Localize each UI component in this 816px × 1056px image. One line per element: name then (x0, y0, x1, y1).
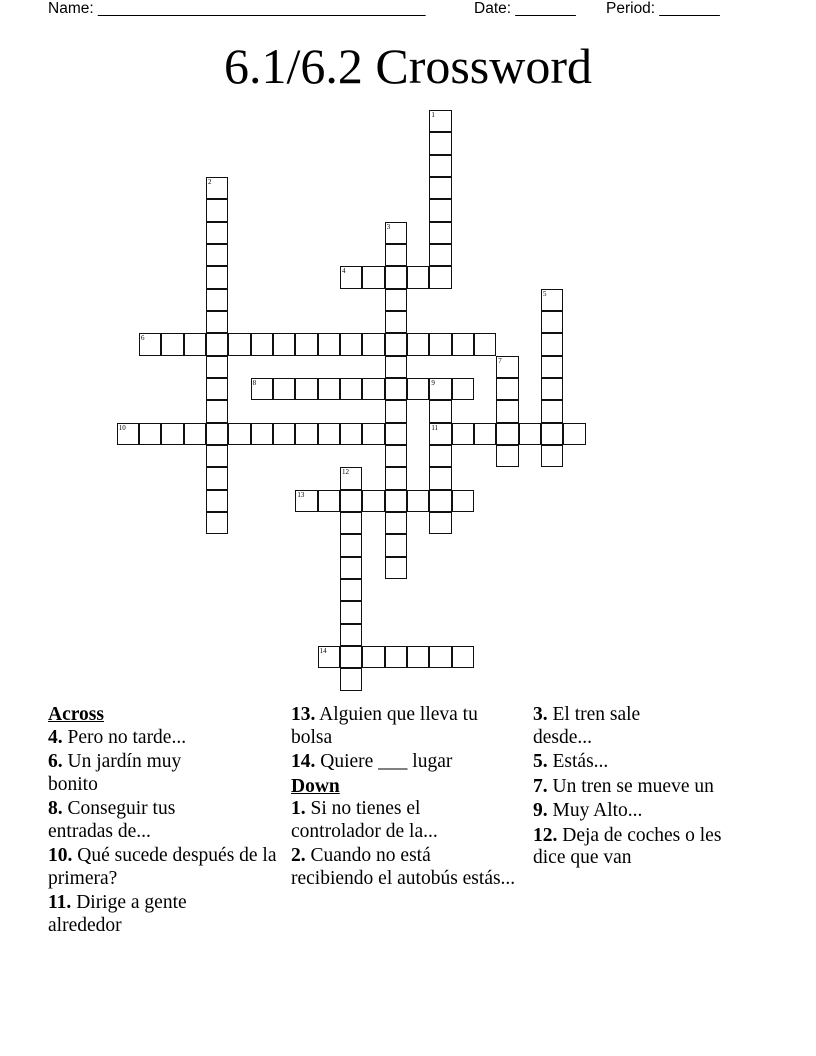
grid-cell[interactable] (139, 333, 161, 355)
grid-cell[interactable] (541, 289, 563, 311)
grid-cell[interactable] (429, 333, 451, 355)
grid-cell[interactable] (385, 423, 407, 445)
grid-cell[interactable] (273, 333, 295, 355)
grid-cell[interactable] (318, 423, 340, 445)
grid-cell[interactable] (206, 378, 228, 400)
grid-cell[interactable] (251, 378, 273, 400)
grid-cell[interactable] (117, 423, 139, 445)
grid-cell[interactable] (206, 222, 228, 244)
grid-cell[interactable] (318, 490, 340, 512)
grid-cell[interactable] (519, 423, 541, 445)
grid-cell[interactable] (385, 445, 407, 467)
grid-cell[interactable] (295, 333, 317, 355)
grid-cell[interactable] (340, 423, 362, 445)
clue-text: Dirige a gente alrededor (48, 892, 187, 936)
grid-cell[interactable] (206, 445, 228, 467)
cell-number: 10 (118, 423, 126, 432)
clue-number: 11. (48, 892, 72, 913)
grid-cell[interactable] (563, 423, 585, 445)
cell-number: 1 (431, 111, 435, 119)
grid-cell[interactable] (273, 423, 295, 445)
grid-cell[interactable] (340, 624, 362, 646)
grid-cell[interactable] (385, 378, 407, 400)
grid-cell[interactable] (429, 110, 451, 132)
grid-cell[interactable] (452, 490, 474, 512)
grid-cell[interactable] (385, 490, 407, 512)
grid-cell[interactable] (206, 199, 228, 221)
clue-text: Un jardín muy bonito (48, 751, 182, 795)
grid-cell[interactable] (429, 132, 451, 154)
clue-across-14 (291, 751, 516, 774)
clue-number: 6. (48, 751, 63, 772)
grid-cell[interactable] (541, 378, 563, 400)
grid-cell[interactable] (496, 378, 518, 400)
grid-cell[interactable] (295, 490, 317, 512)
clue-number: 4. (48, 726, 63, 748)
clue-text: El tren sale desde... (533, 704, 641, 748)
grid-cell[interactable] (474, 423, 496, 445)
grid-cell[interactable] (385, 467, 407, 489)
grid-cell[interactable] (385, 400, 407, 422)
grid-cell[interactable] (429, 467, 451, 489)
clue-across-6 (48, 751, 228, 796)
clue-down-5 (533, 751, 748, 774)
grid-cell[interactable] (429, 155, 451, 177)
clue-number: 5. (533, 751, 548, 772)
cell-number: 2 (208, 177, 212, 186)
grid-cell[interactable] (184, 423, 206, 445)
grid-cell[interactable] (206, 356, 228, 378)
grid-cell[interactable] (340, 668, 362, 690)
grid-cell[interactable] (340, 557, 362, 579)
clue-text: Deja de coches o les dice que van (533, 824, 722, 868)
grid-cell[interactable] (206, 289, 228, 311)
clue-across-13 (291, 704, 506, 749)
clues-column-1 (48, 704, 288, 939)
clue-text: Un tren se mueve un (547, 775, 714, 797)
date-field[interactable]: Date: _______ (474, 0, 576, 17)
clue-text: Pero no tarde... (62, 726, 187, 748)
clue-down-9 (533, 800, 748, 823)
grid-cell[interactable] (407, 646, 429, 668)
grid-cell[interactable] (407, 378, 429, 400)
clue-number: 8. (48, 798, 63, 819)
grid-cell[interactable] (206, 177, 228, 199)
grid-cell[interactable] (340, 534, 362, 556)
grid-cell[interactable] (385, 311, 407, 333)
clue-number: 1. (291, 798, 306, 819)
grid-cell[interactable] (429, 445, 451, 467)
grid-cell[interactable] (206, 244, 228, 266)
clues-column-3 (533, 704, 748, 872)
clue-number: 2. (291, 845, 306, 866)
grid-cell[interactable] (452, 378, 474, 400)
cell-number: 14 (319, 646, 327, 655)
grid-cell[interactable] (184, 333, 206, 355)
clue-down-1 (291, 798, 491, 843)
clue-number: 14. (291, 751, 316, 772)
clue-text: Alguien que lleva tu bolsa (291, 704, 478, 748)
grid-cell[interactable] (228, 333, 250, 355)
period-field[interactable]: Period: _______ (606, 0, 720, 17)
grid-cell[interactable] (385, 512, 407, 534)
clue-text: Conseguir tus entradas de... (48, 798, 176, 842)
grid-cell[interactable] (496, 423, 518, 445)
clue-number: 12. (533, 824, 558, 846)
clue-across-8 (48, 798, 218, 843)
clue-text: Estás... (547, 751, 609, 772)
grid-cell[interactable] (206, 490, 228, 512)
grid-cell[interactable] (385, 356, 407, 378)
grid-cell[interactable] (206, 400, 228, 422)
grid-cell[interactable] (385, 244, 407, 266)
cell-number: 3 (386, 222, 391, 231)
clue-down-7 (533, 776, 733, 799)
grid-cell[interactable] (496, 445, 518, 467)
grid-cell[interactable] (385, 333, 407, 355)
grid-cell[interactable] (496, 356, 518, 378)
clue-down-12 (533, 825, 748, 870)
clue-across-10 (48, 845, 288, 890)
grid-cell[interactable] (340, 579, 362, 601)
grid-cell[interactable] (295, 378, 317, 400)
cell-number: 8 (252, 378, 257, 387)
grid-cell[interactable] (541, 311, 563, 333)
grid-cell[interactable] (385, 534, 407, 556)
clue-text: Qué sucede después de la primera? (48, 845, 277, 889)
clue-number: 13. (291, 704, 316, 725)
grid-cell[interactable] (273, 378, 295, 400)
grid-cell[interactable] (474, 333, 496, 355)
grid-cell[interactable] (340, 601, 362, 623)
clue-text: Muy Alto... (547, 800, 643, 821)
clue-down-2 (291, 845, 516, 890)
grid-cell[interactable] (139, 423, 161, 445)
cell-number: 9 (431, 378, 435, 387)
clue-number: 10. (48, 845, 73, 866)
grid-cell[interactable] (429, 490, 451, 512)
grid-cell[interactable] (251, 333, 273, 355)
grid-cell[interactable] (161, 423, 183, 445)
grid-cell[interactable] (385, 289, 407, 311)
grid-cell[interactable] (362, 423, 384, 445)
grid-cell[interactable] (429, 222, 451, 244)
clue-text: Si no tienes el controlador de la... (291, 798, 438, 842)
grid-cell[interactable] (429, 646, 451, 668)
clue-down-3 (533, 704, 683, 749)
grid-cell[interactable] (295, 423, 317, 445)
clue-across-11 (48, 892, 228, 937)
grid-cell[interactable] (407, 333, 429, 355)
grid-cell[interactable] (452, 333, 474, 355)
clue-text: Quiere ___ lugar (315, 751, 453, 772)
grid-cell[interactable] (161, 333, 183, 355)
grid-cell[interactable] (206, 512, 228, 534)
across-heading: Across (48, 704, 104, 725)
grid-cell[interactable] (362, 378, 384, 400)
grid-cell[interactable] (429, 400, 451, 422)
page-title: 6.1/6.2 Crossword (223, 38, 593, 94)
cell-number: 5 (542, 289, 547, 298)
cell-number: 6 (141, 334, 145, 343)
grid-cell[interactable] (541, 333, 563, 355)
grid-cell[interactable] (429, 423, 451, 445)
grid-cell[interactable] (407, 266, 429, 288)
grid-cell[interactable] (385, 266, 407, 288)
grid-cell[interactable] (340, 266, 362, 288)
clue-across-4 (48, 727, 288, 750)
grid-cell[interactable] (429, 512, 451, 534)
grid-cell[interactable] (362, 266, 384, 288)
cell-number: 12 (342, 468, 349, 477)
grid-cell[interactable] (340, 467, 362, 489)
grid-cell[interactable] (340, 512, 362, 534)
cell-number: 7 (498, 356, 502, 365)
grid-cell[interactable] (541, 423, 563, 445)
clue-number: 7. (533, 775, 548, 797)
grid-cell[interactable] (385, 557, 407, 579)
cell-number: 13 (297, 490, 305, 499)
grid-cell[interactable] (206, 311, 228, 333)
grid-cell[interactable] (318, 646, 340, 668)
grid-cell[interactable] (206, 467, 228, 489)
grid-cell[interactable] (429, 177, 451, 199)
grid-cell[interactable] (452, 423, 474, 445)
grid-cell[interactable] (385, 222, 407, 244)
grid-cell[interactable] (340, 490, 362, 512)
grid-cell[interactable] (429, 378, 451, 400)
grid-cell[interactable] (541, 445, 563, 467)
clues-column-2 (291, 704, 516, 892)
grid-cell[interactable] (362, 490, 384, 512)
grid-cell[interactable] (251, 423, 273, 445)
down-heading: Down (291, 775, 340, 797)
grid-cell[interactable] (385, 646, 407, 668)
clue-number: 9. (533, 800, 548, 821)
grid-cell[interactable] (429, 266, 451, 288)
grid-cell[interactable] (206, 423, 228, 445)
grid-cell[interactable] (452, 646, 474, 668)
cell-number: 11 (431, 423, 439, 432)
grid-cell[interactable] (318, 378, 340, 400)
grid-cell[interactable] (340, 646, 362, 668)
grid-cell[interactable] (362, 646, 384, 668)
name-field[interactable]: Name: ______________________________________ (48, 0, 426, 17)
grid-cell[interactable] (541, 356, 563, 378)
grid-cell[interactable] (340, 333, 362, 355)
cell-number: 4 (342, 267, 346, 276)
grid-cell[interactable] (541, 400, 563, 422)
grid-cell[interactable] (228, 423, 250, 445)
grid-cell[interactable] (407, 490, 429, 512)
grid-cell[interactable] (429, 244, 451, 266)
clue-number: 3. (533, 704, 548, 725)
grid-cell[interactable] (496, 400, 518, 422)
grid-cell[interactable] (206, 266, 228, 288)
grid-cell[interactable] (362, 333, 384, 355)
clue-text: Cuando no está recibiendo el autobús estás... (291, 845, 516, 889)
grid-cell[interactable] (206, 333, 228, 355)
grid-cell[interactable] (429, 199, 451, 221)
grid-cell[interactable] (340, 378, 362, 400)
grid-cell[interactable] (318, 333, 340, 355)
